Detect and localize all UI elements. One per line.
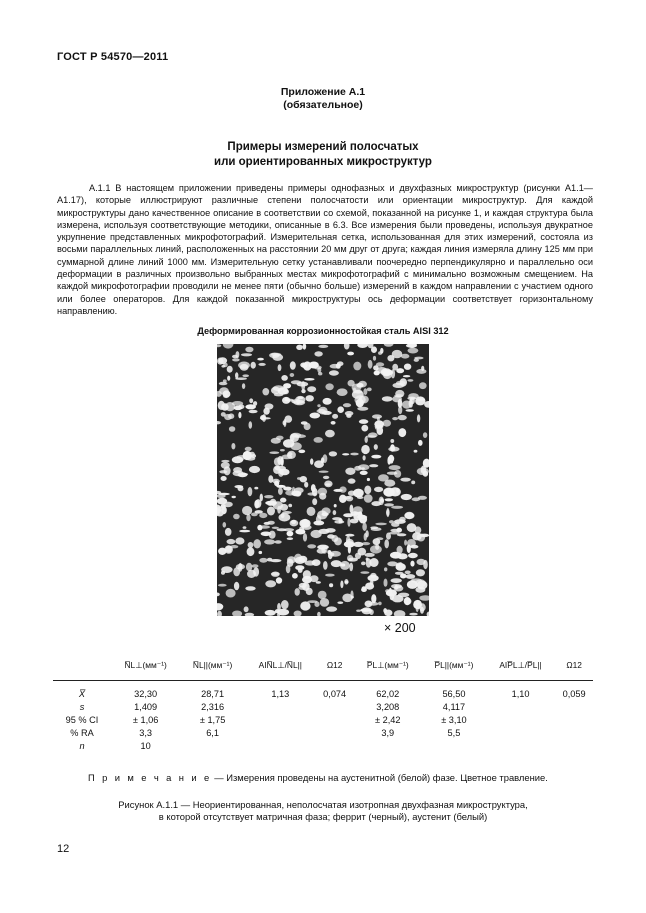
row-label: s	[79, 701, 85, 712]
table-header-row	[53, 650, 593, 681]
row-label: 95 % CI	[65, 714, 99, 725]
cell	[555, 739, 593, 752]
figure-caption-line2: в которой отсутствует матричная фаза; феррит (черный), аустенит (белый)	[158, 811, 488, 822]
col-header-ai-n: AIN̅L⊥/N̅L||	[245, 650, 316, 681]
col-header-nl-perp: N̅L⊥(мм⁻¹)	[111, 650, 180, 681]
cell: 1,13	[271, 688, 290, 699]
figure-title: Деформированная коррозионностойкая сталь AISI 312	[197, 326, 449, 336]
figure-caption-line1: Рисунок А.1.1 — Неориентированная, неполосчатая изотропная двухфазная микроструктура,	[118, 799, 528, 810]
cell	[486, 739, 555, 752]
body-paragraph: А.1.1 В настоящем приложении приведены примеры однофазных и двухфазных микроструктур (рисунки А1.1—А1.17), которые иллюстрируют различные степени полосчатости или ориентации микроструктур. Для каждой микроструктуры дано качественное описание в соответствии со схемой, показанной на рисунке 1, и каждая структура была измерена, используя соответствующие методики, описанные в 6.3. Все измерения были проведены, используя двукратное укрупнение представленных микрофотографий. Измерительная сетка, использованная для этих измерений, состояла из восьми параллельных линий, расположенных на расстоянии 20 мм друг от друга; каждая линия измеряла длину 125 мм при суммарной длине линий 1000 мм. Измерительную сетку устанавливали поочередно перпендикулярно и параллельно оси деформации в различных произвольно выбранных местах микрофотографий с минимально возможным смещением. На каждой микрофотографии проводили не менее пяти (обычно больше) измерений в каждом направлении с участием одного или более операторов. Для каждой показанной микроструктуры ось деформации соответствует горизонтальному направлению.	[57, 183, 593, 316]
cell	[555, 726, 593, 739]
cell	[245, 739, 316, 752]
col-header-nl-par: N̅L||(мм⁻¹)	[180, 650, 245, 681]
cell: ± 1,75	[199, 714, 226, 725]
cell: 3,3	[139, 727, 153, 738]
cell	[245, 726, 316, 739]
cell: 56,50	[442, 688, 466, 699]
cell: 3,9	[381, 727, 395, 738]
cell	[486, 713, 555, 726]
cell: 1,409	[134, 701, 158, 712]
cell: 32,30	[134, 688, 158, 699]
cell	[316, 726, 354, 739]
cell	[245, 700, 316, 713]
cell: ± 2,42	[375, 714, 401, 725]
microstructure-photo	[217, 344, 429, 616]
magnification-label: × 200	[384, 621, 416, 635]
col-header-ai-p: AIP̅L⊥/P̅L||	[486, 650, 555, 681]
cell	[354, 739, 423, 752]
cell: ± 1,06	[132, 714, 159, 725]
section-title-line2: или ориентированных микроструктур	[214, 156, 432, 168]
row-label-header	[53, 650, 111, 681]
cell	[555, 700, 593, 713]
standard-header: ГОСТ Р 54570—2011	[57, 51, 169, 63]
cell: 0,074	[323, 688, 347, 699]
appendix-title: Приложение А.1	[280, 86, 366, 98]
col-header-omega-p: Ω12	[555, 650, 593, 681]
table-row	[53, 726, 593, 739]
col-header-pl-par: P̅L||(мм⁻¹)	[422, 650, 486, 681]
row-label: % RA	[70, 727, 94, 738]
figure-note	[88, 772, 548, 783]
page-number: 12	[57, 843, 70, 855]
appendix-subtitle: (обязательное)	[283, 99, 363, 111]
cell: 10	[140, 740, 151, 751]
note-prefix: П р и м е ч а н и е	[88, 772, 212, 783]
section-title-line1: Примеры измерений полосчатых	[227, 141, 419, 153]
col-header-omega-n: Ω12	[316, 650, 354, 681]
cell	[316, 739, 354, 752]
table-row	[53, 713, 593, 726]
cell	[486, 700, 555, 713]
cell: 62,02	[376, 688, 400, 699]
cell: 5,5	[447, 727, 461, 738]
cell	[316, 713, 354, 726]
note-text: — Измерения проведены на аустенитной (белой) фазе. Цветное травление.	[211, 772, 548, 783]
cell: 3,208	[376, 701, 400, 712]
cell: 1,10	[511, 688, 530, 699]
cell: 6,1	[206, 727, 219, 738]
measurement-table	[53, 650, 593, 752]
row-label: X̅	[78, 688, 86, 699]
cell	[245, 713, 316, 726]
cell: 2,316	[201, 701, 225, 712]
cell: ± 3,10	[441, 714, 467, 725]
cell: 4,117	[442, 701, 466, 712]
table-row	[53, 681, 593, 701]
table-row	[53, 739, 593, 752]
cell: 0,059	[562, 688, 586, 699]
cell	[555, 713, 593, 726]
cell	[486, 726, 555, 739]
cell	[422, 739, 486, 752]
col-header-pl-perp: P̅L⊥(мм⁻¹)	[354, 650, 423, 681]
cell	[180, 739, 245, 752]
table-row	[53, 700, 593, 713]
row-label: n	[79, 740, 85, 751]
cell	[316, 700, 354, 713]
cell: 28,71	[201, 688, 225, 699]
